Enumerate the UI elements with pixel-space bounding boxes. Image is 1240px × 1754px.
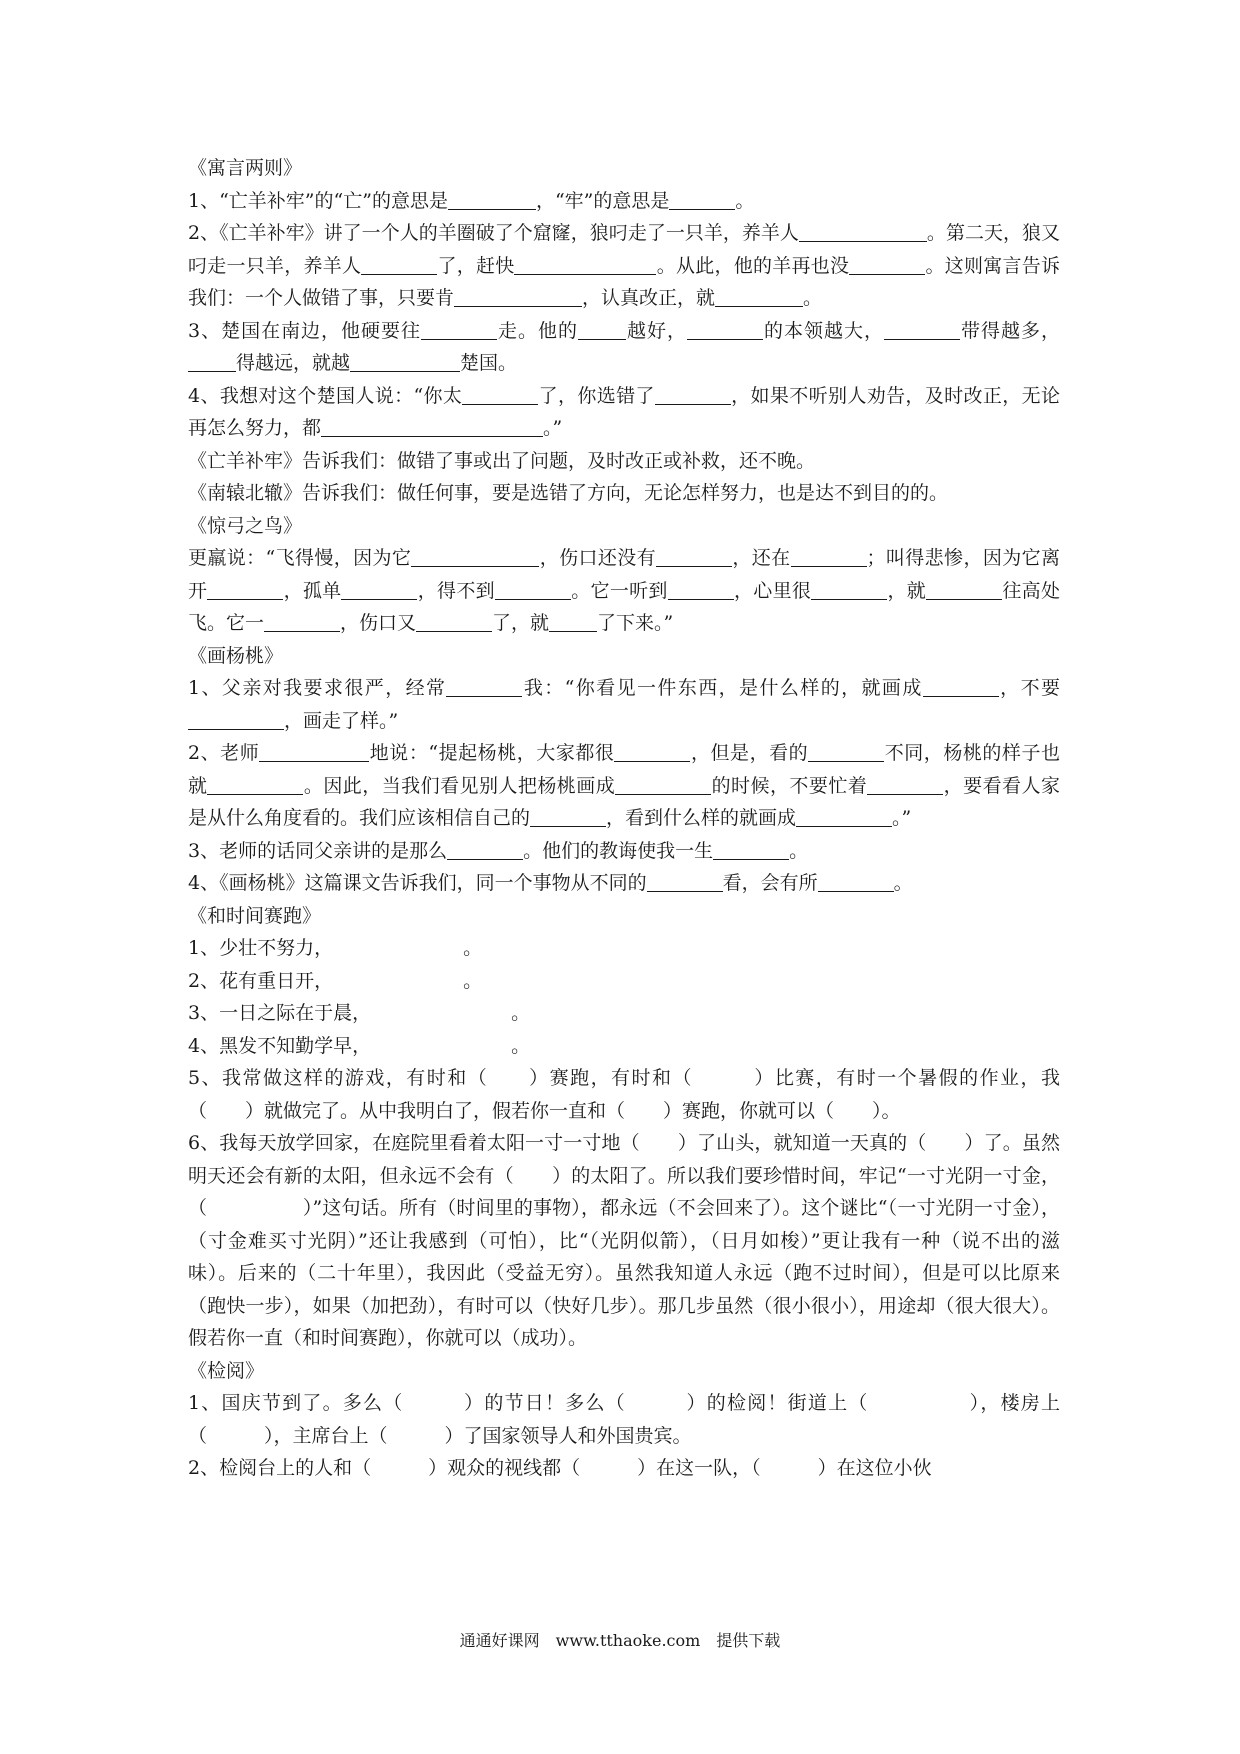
blank[interactable] (416, 609, 492, 632)
footer-credit: 通通好课网 www.tthaoke.com 提供下载 (459, 1631, 781, 1650)
question-2: 2、老师 地说：“提起杨桃，大家都很 ，但是，看的 不同，杨桃的样子也就 。因此，当我们看见别人把杨桃画成 的时候，不要忙着 ，要看看人家是从什么角度看的。我们应该相信自己的 ，看到什么样的就画成 。” (188, 737, 1060, 835)
blank[interactable] (811, 577, 887, 600)
blank[interactable] (446, 674, 522, 697)
blank[interactable] (207, 577, 283, 600)
section-title-race-time: 《和时间赛跑》 (188, 904, 322, 927)
question-1: 1、国庆节到了。多么（ ）的节日！多么（ ）的检阅！街道上（ ），楼房上（ ），主席台上（ ）了国家领导人和外国贵宾。 (188, 1392, 1060, 1447)
blank[interactable] (495, 577, 571, 600)
blank[interactable] (454, 284, 582, 307)
blank[interactable] (321, 414, 543, 437)
blank[interactable] (923, 674, 999, 697)
question-3: 3、一日之际在于晨， 。 (188, 1002, 531, 1024)
blank[interactable] (188, 707, 284, 730)
section-title-review: 《检阅》 (188, 1359, 265, 1382)
blank[interactable] (549, 609, 597, 632)
worksheet-page (188, 152, 1060, 1485)
blank[interactable] (808, 739, 884, 762)
blank[interactable] (867, 772, 943, 795)
blank[interactable] (188, 349, 236, 372)
blank[interactable] (207, 772, 303, 795)
blank[interactable] (687, 317, 763, 340)
question-3: 3、楚国在南边，他硬要往 走。他的 越好， 的本领越大， 带得越多，得越远，就越 楚国。 (188, 315, 1060, 380)
blank[interactable] (448, 187, 536, 210)
passage-bird: 更羸说：“飞得慢，因为它 ，伤口还没有 ，还在 ；叫得悲惨，因为它离开 ，孤单 ，得不到 。它一听到 ，心里很 ，就 往高处飞。它一 ，伤口又 了，就 了下来。” (188, 542, 1060, 640)
question-2: 2、检阅台上的人和（ ）观众的视线都（ ）在这一队，（ ）在这位小伙 (188, 1457, 932, 1479)
blank[interactable] (796, 804, 892, 827)
blank[interactable] (818, 869, 894, 892)
blank[interactable] (350, 349, 460, 372)
blank[interactable] (791, 544, 867, 567)
blank[interactable] (647, 869, 723, 892)
blank[interactable] (715, 284, 803, 307)
blank[interactable] (578, 317, 626, 340)
blank[interactable] (259, 739, 369, 762)
blank[interactable] (669, 187, 735, 210)
blank[interactable] (341, 577, 417, 600)
section-title-starfruit: 《画杨桃》 (188, 644, 284, 667)
question-2: 2、《亡羊补牢》讲了一个人的羊圈破了个窟窿，狼叼走了一只羊，养羊人 。第二天，狼又叼走一只羊，养羊人 了，赶快 。从此，他的羊再也没 。这则寓言告诉我们：一个人做错了事，只要肯 ，认真改正，就 。 (188, 217, 1060, 315)
blank[interactable] (849, 252, 925, 275)
question-1: 1、父亲对我要求很严，经常 我：“你看见一件东西，是什么样的，就画成 ，不要，画走了样。” (188, 672, 1060, 737)
blank[interactable] (514, 252, 656, 275)
blank[interactable] (713, 837, 789, 860)
question-1: 1、“亡羊补牢”的“亡”的意思是 ，“牢”的意思是 。 (188, 185, 1060, 218)
question-6: 6、我每天放学回家，在庭院里看着太阳一寸一寸地（ ）了山头，就知道一天真的（ ）了。虽然明天还会有新的太阳，但永远不会有（ ）的太阳了。所以我们要珍惜时间，牢记“一寸光阴一寸金，（ ）”这句话。所有（时间里的事物），都永远（不会回来了）。这个谜比“（一寸光阴一寸金），（寸金难买寸光阴）”还让我感到（可怕），比“（光阴似箭），（日月如梭）”更让我有一种（说不出的滋味）。后来的（二十年里），我因此（受益无穷）。虽然我知道人永远（跑不过时间），但是可以比原来（跑快一步），如果（加把劲），有时可以（快好几步）。那几步虽然（很小很小），用途却（很大很大）。假若你一直（和时间赛跑），你就可以（成功）。 (188, 1132, 1060, 1349)
blank[interactable] (799, 219, 927, 242)
section-title-bird: 《惊弓之鸟》 (188, 514, 303, 537)
question-1: 1、少壮不努力， 。 (188, 937, 483, 959)
blank[interactable] (411, 544, 539, 567)
moral-note-2: 《南辕北辙》告诉我们：做任何事，要是选错了方向，无论怎样努力，也是达不到目的的。 (188, 482, 949, 504)
question-2: 2、花有重日开， 。 (188, 969, 483, 992)
question-4: 4、我想对这个楚国人说：“你太 了，你选错了 ，如果不听别人劝告，及时改正，无论再怎么努力，都 。” (188, 380, 1060, 445)
blank[interactable] (264, 609, 340, 632)
section-title-fables: 《寓言两则》 (188, 157, 303, 179)
blank[interactable] (614, 739, 690, 762)
blank[interactable] (656, 544, 732, 567)
blank[interactable] (447, 837, 523, 860)
question-3: 3、老师的话同父亲讲的是那么 。他们的教诲使我一生 。 (188, 835, 1060, 868)
blank[interactable] (926, 577, 1002, 600)
question-4: 4、《画杨桃》这篇课文告诉我们，同一个事物从不同的 看，会有所 。 (188, 867, 1060, 900)
blank[interactable] (615, 772, 711, 795)
blank[interactable] (530, 804, 606, 827)
blank[interactable] (421, 317, 497, 340)
question-5: 5、我常做这样的游戏，有时和（ ）赛跑，有时和（ ）比赛，有时一个暑假的作业，我（ ）就做完了。从中我明白了，假若你一直和（ ）赛跑，你就可以（ ）。 (188, 1067, 1060, 1122)
question-4: 4、黑发不知勤学早， 。 (188, 1034, 531, 1057)
blank[interactable] (462, 382, 538, 405)
blank[interactable] (884, 317, 960, 340)
blank[interactable] (361, 252, 437, 275)
blank[interactable] (668, 577, 734, 600)
moral-note-1: 《亡羊补牢》告诉我们：做错了事或出了问题，及时改正或补救，还不晚。 (188, 449, 816, 472)
blank[interactable] (655, 382, 731, 405)
